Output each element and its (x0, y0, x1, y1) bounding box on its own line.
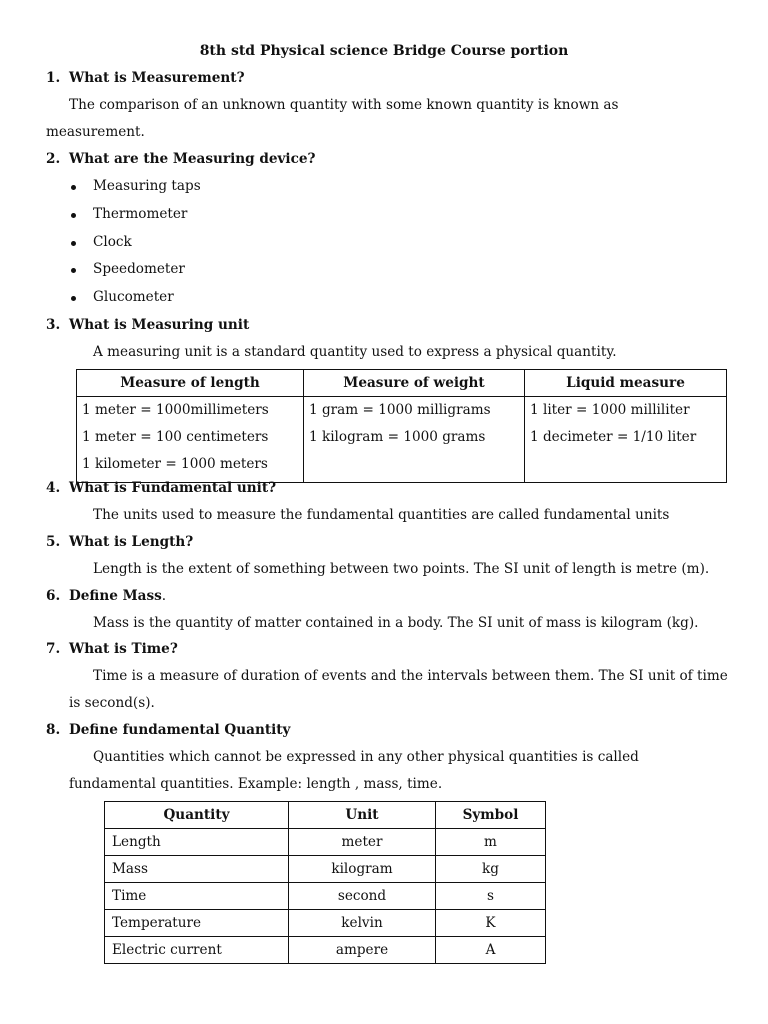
q5-answer: Length is the extent of something between two points. The SI unit of length is metre (m). (93, 561, 710, 577)
q7-answer-line2: is second(s). (69, 695, 155, 711)
list-item: Thermometer (93, 206, 188, 222)
fq-cell-unit: ampere (289, 937, 436, 964)
table-cell-line: 1 meter = 100 centimeters (82, 429, 269, 445)
q2-question: What are the Measuring device? (69, 151, 316, 167)
q1-answer-line1: The comparison of an unknown quantity with some known quantity is known as (69, 97, 619, 113)
table-row (105, 856, 546, 883)
q5-number: 5. (46, 534, 61, 550)
fq-cell-quantity: Length (105, 829, 289, 856)
q1-number: 1. (46, 70, 61, 86)
q8-number: 8. (46, 722, 61, 738)
fq-cell-symbol: m (436, 829, 546, 856)
bullet-icon (71, 268, 76, 273)
q7-question: What is Time? (69, 641, 178, 657)
fq-cell-symbol: A (436, 937, 546, 964)
list-item: Speedometer (93, 261, 185, 277)
bullet-icon (71, 185, 76, 190)
fq-header-quantity: Quantity (105, 802, 289, 829)
fq-header-unit: Unit (289, 802, 436, 829)
fq-cell-unit: kilogram (289, 856, 436, 883)
q1-answer-line2: measurement. (46, 124, 145, 140)
q4-number: 4. (46, 480, 61, 496)
fundamental-quantities-table (104, 801, 546, 964)
q8-answer-line2: fundamental quantities. Example: length , mass, time. (69, 776, 443, 792)
table-cell-line: 1 meter = 1000millimeters (82, 402, 269, 418)
units-header-liquid: Liquid measure (525, 370, 727, 397)
q7-number: 7. (46, 641, 61, 657)
fq-cell-quantity: Temperature (105, 910, 289, 937)
q6-question-wrap (69, 588, 166, 604)
q4-answer: The units used to measure the fundamental quantities are called fundamental units (93, 507, 670, 523)
fq-cell-quantity: Time (105, 883, 289, 910)
q7-answer-line1: Time is a measure of duration of events and the intervals between them. The SI unit of time (93, 668, 728, 684)
list-item: Glucometer (93, 289, 174, 305)
q8-question: Define fundamental Quantity (69, 722, 291, 738)
bullet-icon (71, 241, 76, 246)
q2-number: 2. (46, 151, 61, 167)
table-cell-line: 1 decimeter = 1/10 liter (530, 429, 697, 445)
fq-cell-unit: second (289, 883, 436, 910)
q3-question: What is Measuring unit (69, 317, 250, 333)
fq-cell-quantity: Electric current (105, 937, 289, 964)
units-header-length: Measure of length (77, 370, 304, 397)
table-row (105, 910, 546, 937)
q3-number: 3. (46, 317, 61, 333)
table-row (105, 829, 546, 856)
units-cell-length (77, 397, 304, 483)
q6-answer: Mass is the quantity of matter contained in a body. The SI unit of mass is kilogram (kg). (93, 615, 699, 631)
q6-question-suffix: . (161, 588, 167, 604)
fq-cell-unit: meter (289, 829, 436, 856)
fq-cell-symbol: s (436, 883, 546, 910)
table-cell-line: 1 kilogram = 1000 grams (309, 429, 486, 445)
q5-question: What is Length? (69, 534, 194, 550)
q6-number: 6. (46, 588, 61, 604)
fq-cell-unit: kelvin (289, 910, 436, 937)
table-cell-line: 1 liter = 1000 milliliter (530, 402, 690, 418)
fq-header-symbol: Symbol (436, 802, 546, 829)
units-cell-liquid (525, 397, 727, 483)
bullet-icon (71, 296, 76, 301)
fq-cell-symbol: kg (436, 856, 546, 883)
table-cell-line: 1 kilometer = 1000 meters (82, 456, 268, 472)
list-item: Measuring taps (93, 178, 201, 194)
q3-answer: A measuring unit is a standard quantity used to express a physical quantity. (93, 344, 617, 360)
q4-question: What is Fundamental unit? (69, 480, 277, 496)
q6-question: Define Mass (69, 588, 162, 604)
units-cell-weight (304, 397, 525, 483)
bullet-icon (71, 213, 76, 218)
q1-question: What is Measurement? (69, 70, 245, 86)
table-row (105, 937, 546, 964)
list-item: Clock (93, 234, 132, 250)
page-title: 8th std Physical science Bridge Course portion (199, 43, 569, 59)
units-table (76, 369, 727, 483)
table-row (105, 883, 546, 910)
q8-answer-line1: Quantities which cannot be expressed in any other physical quantities is called (93, 749, 639, 765)
table-cell-line: 1 gram = 1000 milligrams (309, 402, 491, 418)
units-header-weight: Measure of weight (304, 370, 525, 397)
fq-cell-symbol: K (436, 910, 546, 937)
fq-cell-quantity: Mass (105, 856, 289, 883)
